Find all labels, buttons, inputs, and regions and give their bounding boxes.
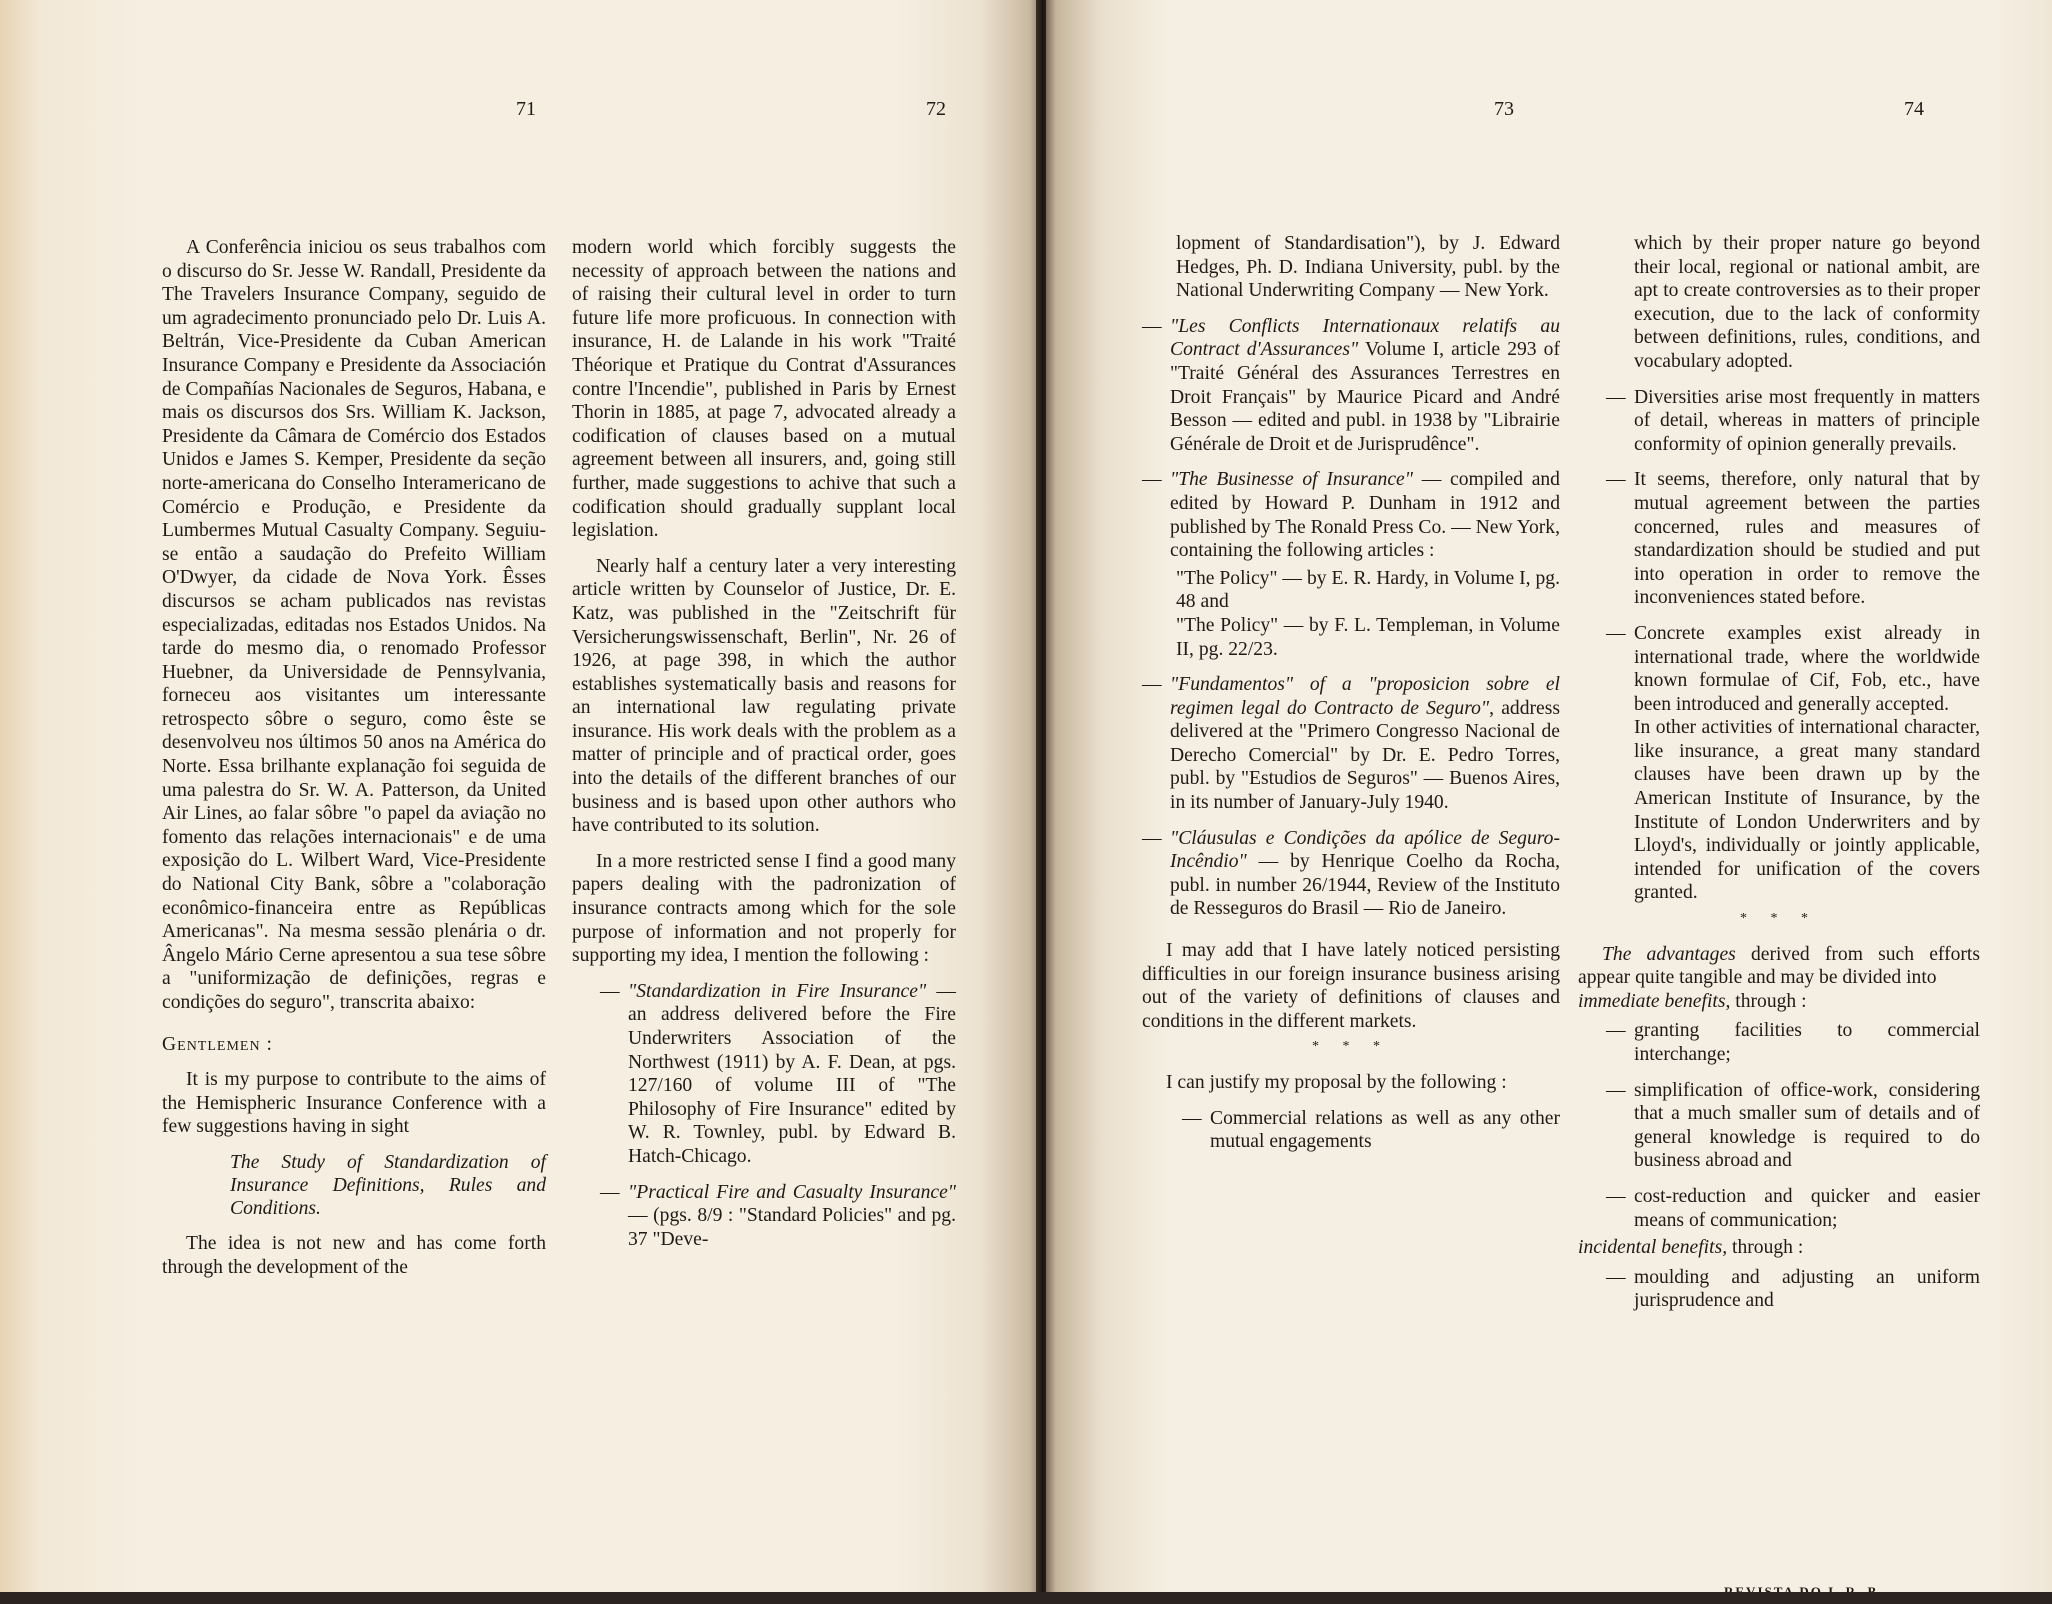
- text: derived from such efforts appear quite tangible and may be divided into: [1578, 943, 1980, 989]
- col3-list-item-5: [1182, 1107, 1560, 1154]
- col2-paragraph-1: modern world which forcibly suggests the necessity of approach between the nations and of raising their cultural level in order to turn future life more proficuous. In connection with insurance, H. de Lalande in his work "Traité Théorique et Pratique du Contrat d'Assurances contre l'Incendie", published in Paris by Ernest Thorin in 1885, at page 7, advocated already a codification of clauses based on a mutual agreement between all insurers, and, going still further, made suggestions to achive that such a codification should gradually supplant local legislation.: [572, 237, 956, 542]
- col4-list-item-1: [1606, 386, 1980, 457]
- col3-sub-item-2: "The Policy" — by F. L. Templeman, in Volume II, pg. 22/23.: [1176, 614, 1560, 660]
- dash: —: [1606, 386, 1626, 408]
- col4-list-item-7: [1606, 1266, 1980, 1313]
- item-text: , address delivered at the "Primero Congresso Nacional de Derecho Comercial" by Dr. E. Pedro Torres, publ. by "Estudios de Seguros" — Buenos Aires, in its number of January-July 1940.: [1170, 697, 1561, 814]
- page-number-74: 74: [1904, 98, 1924, 120]
- dash: —: [1606, 622, 1626, 644]
- page-number-73: 73: [1494, 98, 1514, 120]
- item-text: simplification of office-work, considering that a much smaller sum of details and of general knowledge is required to do business abroad and: [1634, 1079, 1980, 1172]
- dash: —: [1142, 315, 1162, 337]
- col1-paragraph-3: The idea is not new and has come forth through the development of the: [162, 1232, 546, 1278]
- item-text: Concrete examples exist already in international trade, where the worldwide known formulae of Cif, Fob, etc., have been introduced and generally accepted.: [1634, 622, 1980, 715]
- dash: —: [1606, 469, 1626, 491]
- col4-list-item-5: [1606, 1079, 1980, 1173]
- bottom-edge: [0, 1592, 2052, 1604]
- col3-paragraph-2: I can justify my proposal by the following :: [1166, 1072, 1507, 1093]
- emphasis: incidental benefits,: [1578, 1237, 1728, 1259]
- col3-list-item-1: [1142, 315, 1560, 457]
- item-text: — by Henrique Coelho da Rocha, publ. in number 26/1944, Review of the Instituto de Resseguros do Brasil — Rio de Janeiro.: [1170, 851, 1560, 920]
- item-text: Diversities arise most frequently in matters of detail, whereas in matters of principle conformity of opinion generally prevails.: [1634, 386, 1980, 455]
- dash: —: [1606, 1079, 1626, 1101]
- item-title: "Fundamentos" of a "proposicion sobre el regimen legal do Contracto de Seguro": [1170, 674, 1560, 719]
- col1-paragraph-2: It is my purpose to contribute to the aims of the Hemispheric Insurance Conference with a few suggestions having in sight: [162, 1069, 546, 1138]
- col3-list-item-4: [1142, 827, 1560, 921]
- item-text: — an address delivered before the Fire Underwriters Association of the Northwest (1911) by A. F. Dean, at pgs. 127/160 of volume III of "The Philosophy of Fire Insurance" edited by W. R. Townley, publ. by Edward B. Hatch-Chicago.: [628, 980, 956, 1167]
- dash: —: [1606, 1185, 1626, 1207]
- column-2: [572, 236, 956, 1263]
- salutation: Gentlemen :: [162, 1033, 273, 1055]
- column-3: [1142, 232, 1560, 1166]
- col2-list-item-2: [600, 1181, 956, 1252]
- col4-incidental-benefits: [1578, 1236, 1980, 1260]
- item-text: moulding and adjusting an uniform jurisprudence and: [1634, 1266, 1980, 1312]
- dash: —: [600, 980, 620, 1002]
- dash: —: [1142, 827, 1162, 849]
- page-number-72: 72: [926, 98, 946, 120]
- col3-paragraph-1: I may add that I have lately noticed persisting difficulties in our foreign insurance business arising out of the variety of definitions of clauses and conditions in the different markets.: [1142, 940, 1560, 1032]
- section-stars-1: * * *: [1312, 1039, 1390, 1055]
- emphasis: The advantages: [1602, 943, 1736, 965]
- dash: —: [600, 1181, 620, 1203]
- item-text: — compiled and edited by Howard P. Dunham in 1912 and published by The Ronald Press Co. — New York, containing the following articles :: [1170, 469, 1560, 562]
- item-title: "Cláusulas e Condições da apólice de Seguro-Incêndio": [1170, 827, 1560, 873]
- page-number-71: 71: [516, 98, 536, 120]
- text: through :: [1730, 990, 1807, 1012]
- col4-list-item-6: [1606, 1185, 1980, 1232]
- item-text: — (pgs. 8/9 : "Standard Policies" and pg. 37 "Deve-: [628, 1205, 956, 1250]
- col2-paragraph-2: Nearly half a century later a very interesting article written by Counselor of Justice, Dr. E. Katz, was published in the "Zeitschrift für Versicherungswissenschaft, Berlin", Nr. 26 of 1926, at page 398, in which the author establishes systematically basis and reasons for an international law regulating private insurance. His work deals with the problem as a matter of principle and of practical order, goes into the details of the different branches of our business and is based upon other authors who have contributed to its solution.: [572, 555, 956, 837]
- col4-continuation: which by their proper nature go beyond their local, regional or national ambit, are apt to create controversies as to their proper execution, due to the lack of conformity between definitions, rules, conditions, and vocabulary adopted.: [1634, 233, 1980, 372]
- right-page: [1046, 0, 2052, 1596]
- col1-paragraph-1: A Conferência iniciou os seus trabalhos com o discurso do Sr. Jesse W. Randall, Presidente da The Travelers Insurance Company, seguido de um agradecimento pronunciado pelo Dr. Luis A. Beltrán, Vice-Presidente da Cuban American Insurance Company e Presidente da Associación de Compañías Nacionales de Seguros, Habana, e mais os discursos dos Srs. William K. Jackson, Presidente da Câmara de Comércio dos Estados Unidos e James S. Kemper, Presidente da seção norte-americana do Conselho Interamericano de Comércio e Produção, e Presidente da Lumbermes Mutual Casualty Company. Seguiu-se então a saudação do Prefeito William O'Dwyer, da cidade de Nova York. Êsses discursos se acham publicados nas revistas especializadas, editadas nos Estados Unidos. Na tarde do mesmo dia, o renomado Professor Huebner, da Universidade de Pennsylvania, forneceu aos visitantes um interessante retrospecto sôbre o seguro, como êste se desenvolveu nos últimos 50 anos na América do Norte. Essa brilhante explanação foi seguida de uma palestra do Sr. W. A. Patterson, da United Air Lines, ao falar sôbre "o papel da aviação no fomento das relações internacionais" e de uma exposição do L. Wilbert Ward, Vice-Presidente do National City Bank, sôbre a "colaboração econômico-financeira entre as Repúblicas Americanas". Na mesma sessão plenária o dr. Ângelo Mário Cerne apresentou a sua tese sôbre a "uniformização de definições, regras e condições do seguro", transcrita abaixo:: [162, 237, 546, 1013]
- dash: —: [1606, 1020, 1626, 1042]
- col3-list-item-2: [1142, 468, 1560, 562]
- item-title: "Practical Fire and Casualty Insurance": [628, 1181, 956, 1203]
- text: through :: [1727, 1237, 1804, 1259]
- emphasis: immediate benefits,: [1578, 990, 1731, 1012]
- col4-paragraph-3b: In other activities of international character, like insurance, a great many standard clauses have been drawn up by the American Institute of Insurance, by the Institute of London Underwriters and by Lloyd's, individually or jointly applicable, intended for unification of the covers granted.: [1634, 717, 1980, 904]
- col4-list-item-4: [1606, 1019, 1980, 1066]
- col3-list-item-3: [1142, 673, 1560, 815]
- col3-continuation: lopment of Standardisation"), by J. Edward Hedges, Ph. D. Indiana University, publ. by the National Underwriting Company — New York.: [1176, 233, 1560, 302]
- dash: —: [1182, 1107, 1202, 1129]
- col4-paragraph-advantages: [1578, 943, 1980, 990]
- col2-list-item-1: [600, 980, 956, 1169]
- item-title: "The Businesse of Insurance": [1170, 469, 1413, 491]
- column-1: [162, 236, 546, 1291]
- col4-immediate-benefits: [1578, 990, 1980, 1014]
- section-stars-2: * * *: [1740, 911, 1818, 927]
- item-text: Commercial relations as well as any other mutual engagements: [1210, 1107, 1560, 1153]
- item-text: cost-reduction and quicker and easier means of communication;: [1634, 1185, 1980, 1231]
- col2-paragraph-3: In a more restricted sense I find a good many papers dealing with the padronization of insurance contracts among which for the sole purpose of information and not properly for supporting my idea, I mention the following :: [572, 850, 956, 967]
- study-title: The Study of Standardization of Insurance Definitions, Rules and Conditions.: [230, 1151, 546, 1219]
- col3-sub-item-1: "The Policy" — by E. R. Hardy, in Volume I, pg. 48 and: [1176, 567, 1560, 613]
- col4-list-item-2: [1606, 468, 1980, 610]
- item-text: It seems, therefore, only natural that by mutual agreement between the parties concerned, rules and measures of standardization should be studied and put into operation in order to remove the inconveniences stated before.: [1634, 469, 1980, 609]
- item-text: Volume I, article 293 of "Traité Général des Assurances Terrestres en Droit Français" by Maurice Picard and André Besson — edited and publ. in 1938 by "Librairie Générale de Droit et de Jurisprudênce".: [1170, 339, 1560, 455]
- column-4: [1578, 232, 1980, 1325]
- col4-list-item-3: [1606, 622, 1980, 716]
- item-title: "Standardization in Fire Insurance": [628, 980, 927, 1002]
- dash: —: [1142, 469, 1162, 491]
- item-text: granting facilities to commercial interchange;: [1634, 1020, 1980, 1065]
- dash: —: [1606, 1266, 1626, 1288]
- item-title: "Les Conflicts Internationaux relatifs au Contract d'Assurances": [1170, 315, 1560, 361]
- dash: —: [1142, 674, 1162, 696]
